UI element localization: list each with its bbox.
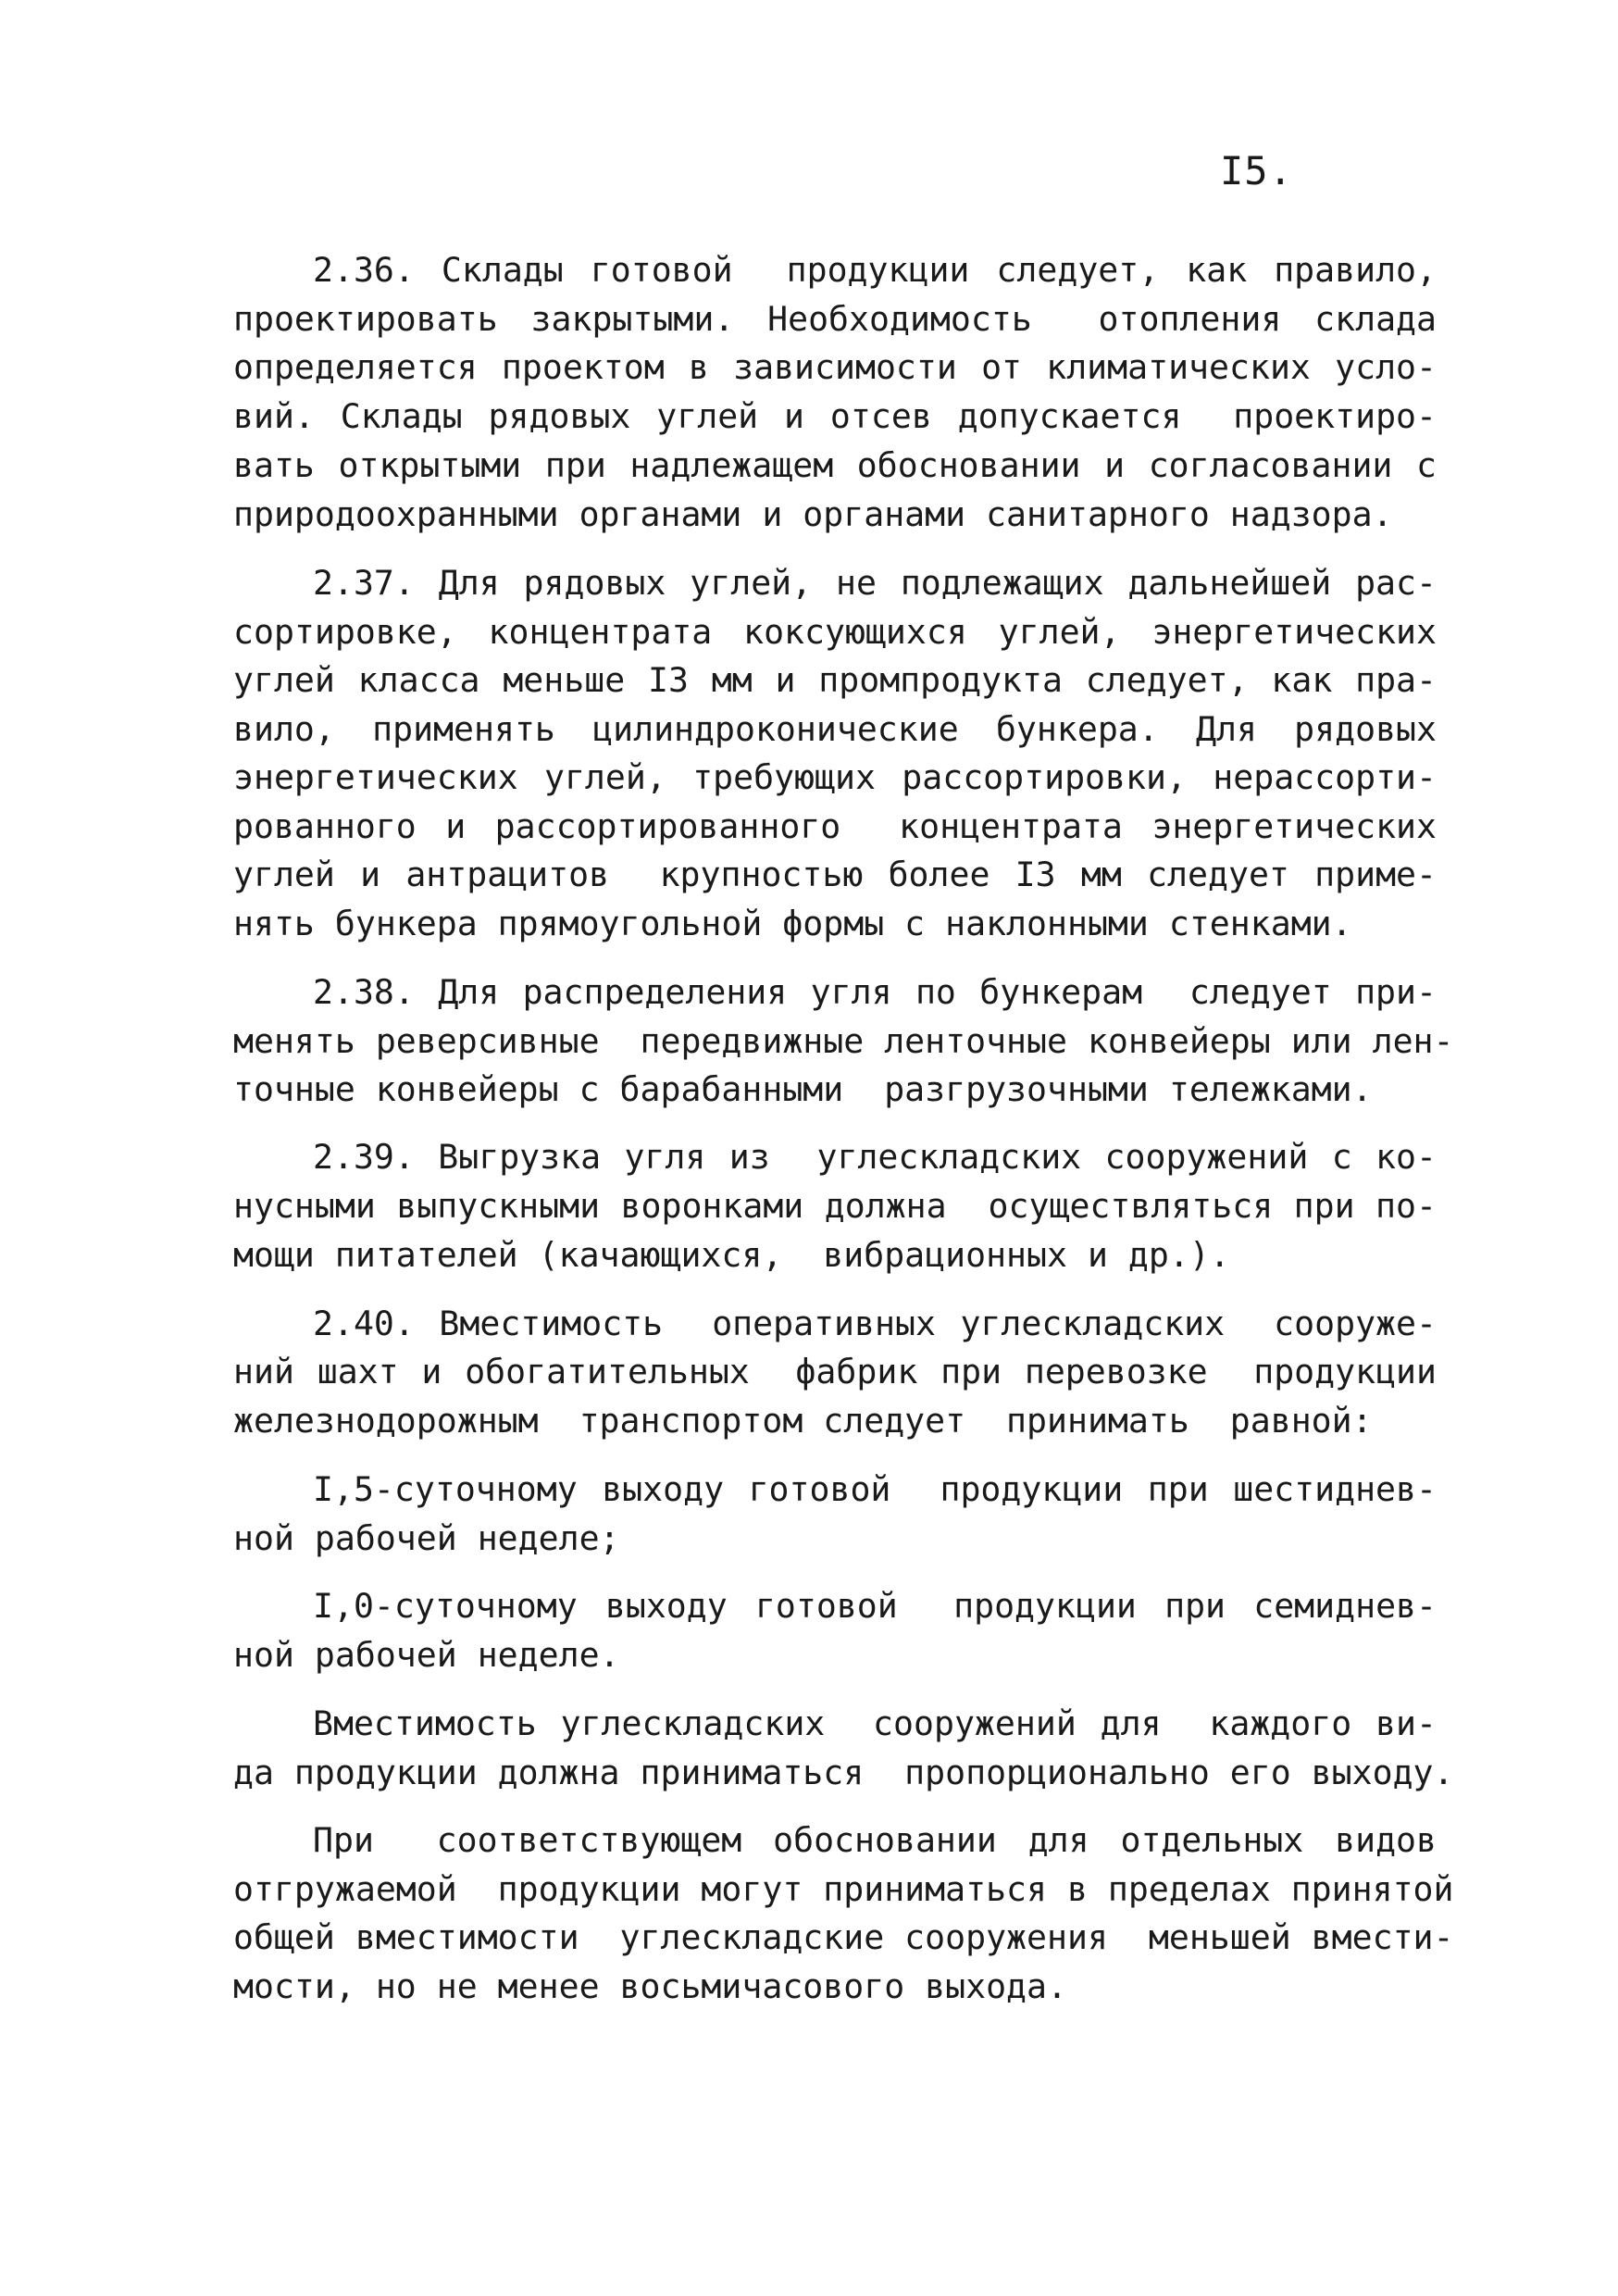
paragraph-line: 2.36. Склады готовой продукции следует, как правило,	[313, 250, 1437, 290]
paragraph-line: вий. Склады рядовых углей и отсев допускается проектиро-	[233, 396, 1437, 436]
paragraph-line: рованного и рассортированного концентрата энергетических	[233, 806, 1437, 846]
paragraph-line: 2.39. Выгрузка угля из углескладских сооружений с ко-	[313, 1137, 1437, 1177]
paragraph-line: энергетических углей, требующих рассортировки, нерассорти-	[233, 757, 1437, 797]
page-number: I5.	[1220, 148, 1293, 193]
paragraph-line: При соответствующем обосновании для отдельных видов	[313, 1820, 1437, 1860]
paragraph-line: I,0-суточному выходу готовой продукции при семиднев-	[313, 1586, 1437, 1626]
paragraph-line: сортировке, концентрата коксующихся углей, энергетических	[233, 612, 1437, 652]
paragraph-line: точные конвейеры с барабанными разгрузочными тележками.	[233, 1069, 1373, 1109]
paragraph-line: природоохранными органами и органами санитарного надзора.	[233, 494, 1393, 534]
paragraph-line: ной рабочей неделе;	[233, 1518, 620, 1558]
paragraph-line: проектировать закрытыми. Необходимость отопления склада	[233, 299, 1437, 339]
paragraph-line: Вместимость углескладских сооружений для каждого ви-	[313, 1703, 1437, 1743]
paragraph-line: 2.38. Для распределения угля по бункерам следует при-	[313, 972, 1437, 1012]
paragraph-line: нять бункера прямоугольной формы с наклонными стенками.	[233, 904, 1352, 943]
paragraph-line: I,5-суточному выходу готовой продукции при шестиднев-	[313, 1469, 1437, 1509]
paragraph-line: 2.37. Для рядовых углей, не подлежащих дальнейшей рас-	[313, 563, 1437, 603]
paragraph-line: нусными выпускными воронками должна осуществляться при по-	[233, 1186, 1437, 1226]
paragraph-line: определяется проектом в зависимости от климатических усло-	[233, 347, 1437, 387]
paragraph-line: отгружаемой продукции могут приниматься в пределах принятой	[233, 1869, 1454, 1909]
paragraph-line: железнодорожным транспортом следует принимать равной:	[233, 1401, 1373, 1441]
paragraph-line: 2.40. Вместимость оперативных углескладских сооруже-	[313, 1304, 1437, 1343]
paragraph-line: вило, применять цилиндроконические бункера. Для рядовых	[233, 709, 1437, 749]
paragraph-line: общей вместимости углескладские сооружения меньшей вмести-	[233, 1917, 1454, 1957]
paragraph-line: ной рабочей неделе.	[233, 1635, 620, 1675]
paragraph-line: мощи питателей (качающихся, вибрационных и др.).	[233, 1235, 1230, 1275]
paragraph-line: углей класса меньше I3 мм и промпродукта следует, как пра-	[233, 660, 1437, 700]
paragraph-line: мости, но не менее восьмичасового выхода.	[233, 1966, 1067, 2006]
paragraph-line: вать открытыми при надлежащем обосновании и согласовании с	[233, 445, 1437, 485]
paragraph-line: менять реверсивные передвижные ленточные конвейеры или лен-	[233, 1021, 1454, 1061]
paragraph-line: ний шахт и обогатительных фабрик при перевозке продукции	[233, 1352, 1437, 1391]
paragraph-line: углей и антрацитов крупностью более I3 мм следует приме-	[233, 855, 1437, 894]
paragraph-line: да продукции должна приниматься пропорционально его выходу.	[233, 1753, 1454, 1792]
